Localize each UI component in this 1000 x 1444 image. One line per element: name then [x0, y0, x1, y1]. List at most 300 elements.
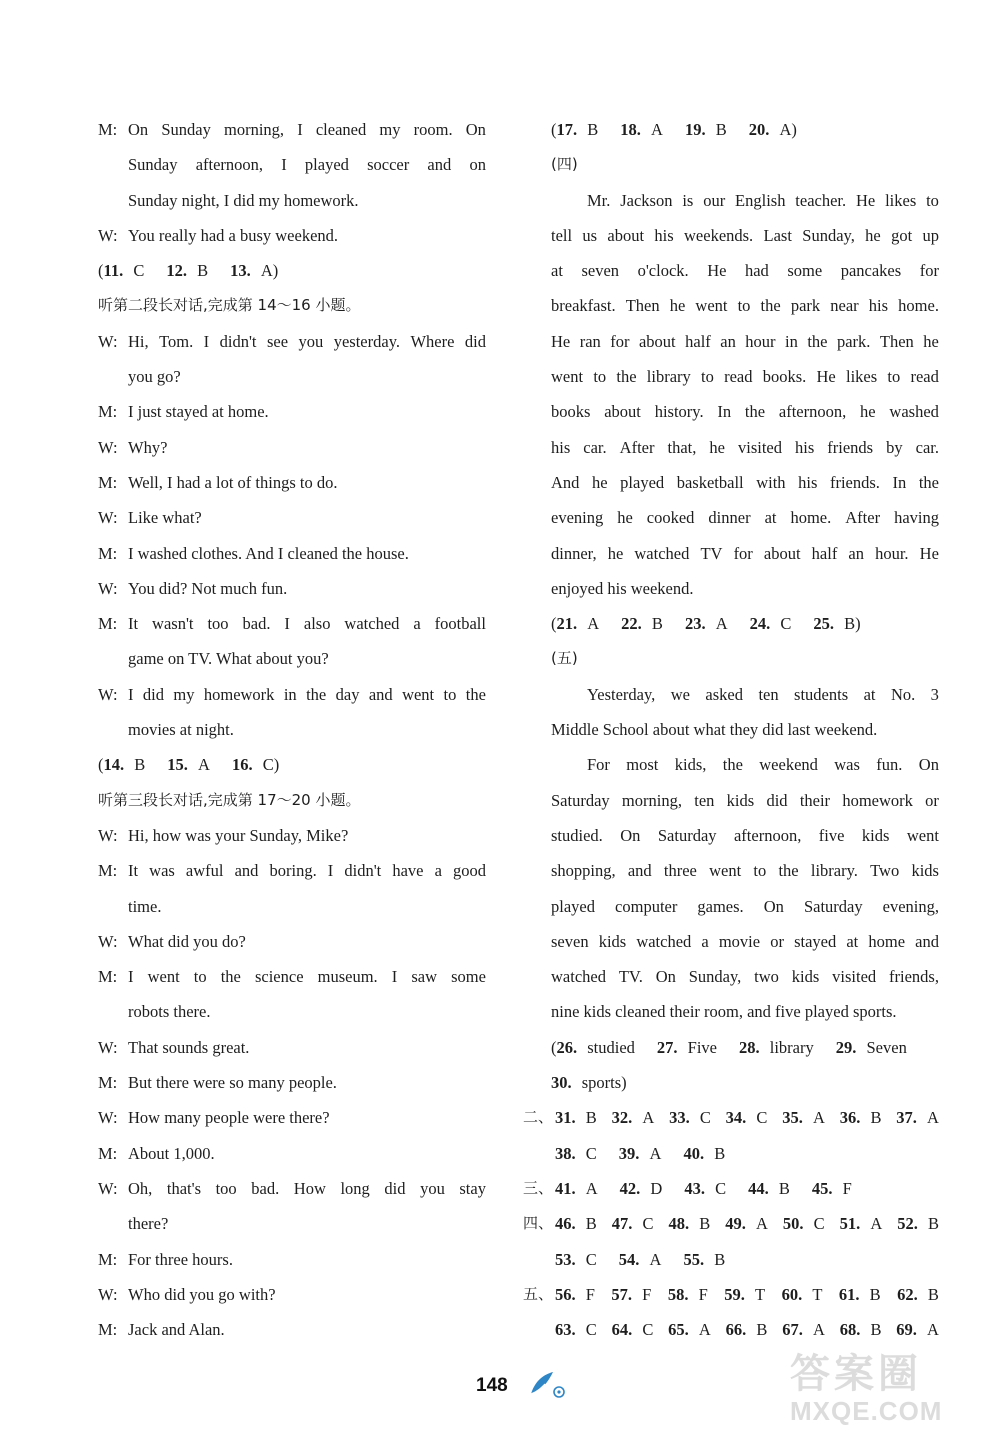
dialogue-text	[128, 959, 486, 994]
word: was	[834, 755, 860, 775]
answer-value: C	[642, 1320, 654, 1340]
paragraph-line	[551, 253, 939, 288]
word: kids	[791, 967, 820, 987]
answer-value: sports	[581, 1073, 622, 1093]
speaker-spacer	[98, 359, 128, 394]
answer-item	[619, 1136, 662, 1171]
speaker-label: W:	[98, 437, 118, 457]
word: Hi,	[128, 331, 149, 351]
answer-item	[896, 1100, 939, 1135]
word: He	[855, 190, 876, 210]
dialogue-line	[98, 1136, 486, 1171]
word: awful	[185, 861, 224, 881]
word: homework	[842, 790, 913, 810]
word: I	[297, 120, 303, 139]
word: museum.	[317, 967, 378, 987]
word: I	[281, 155, 287, 175]
word: morning,	[223, 120, 285, 139]
question-number: 47.	[611, 1214, 637, 1234]
answer-item	[839, 1277, 881, 1312]
answer-value: F	[585, 1284, 595, 1304]
answer-item	[897, 1206, 939, 1241]
word: How	[293, 1178, 326, 1198]
dialogue-text: Who did you go with?	[128, 1284, 276, 1304]
word: watched	[551, 967, 606, 987]
word: about	[638, 331, 676, 351]
question-number: 49.	[725, 1214, 750, 1234]
word: to	[926, 190, 939, 210]
word: went	[402, 684, 435, 704]
dialogue-text: Sunday night, I did my homework.	[128, 190, 359, 210]
word: And	[551, 472, 580, 492]
question-number: 29.	[835, 1037, 861, 1057]
word: He	[551, 331, 571, 351]
answer-value: C	[262, 755, 274, 775]
question-number: 69.	[896, 1320, 922, 1340]
speaker-label: W:	[98, 578, 118, 598]
word: on	[469, 155, 486, 175]
leaf-logo-icon	[527, 1370, 569, 1400]
dialogue-text: You really had a busy weekend.	[128, 225, 339, 245]
question-number: 20.	[748, 120, 774, 139]
question-number: 41.	[555, 1178, 580, 1198]
word: hour.	[875, 543, 909, 563]
word: about	[604, 402, 641, 422]
answer-value: A	[642, 1108, 655, 1128]
answer-item	[557, 614, 600, 633]
question-number: 19.	[684, 120, 710, 139]
word: breakfast.	[551, 296, 616, 316]
word: or	[770, 931, 784, 951]
answer-value: A	[585, 1178, 598, 1198]
dialogue-text: Jack and Alan.	[128, 1320, 225, 1340]
word: some	[451, 967, 486, 987]
answer-item	[836, 1038, 907, 1057]
word: room.	[413, 120, 453, 139]
word: teacher.	[795, 190, 847, 210]
word: the	[465, 684, 486, 704]
dialogue-line	[98, 324, 486, 359]
answer-value: B	[715, 120, 727, 139]
word: weekends.	[684, 225, 754, 245]
dialogue-text	[128, 1171, 486, 1206]
word: good	[452, 861, 486, 881]
question-number: 39.	[618, 1143, 644, 1163]
paragraph-line: Middle School about what they did last weekend.	[551, 720, 878, 740]
word: near	[830, 296, 859, 316]
question-number: 48.	[668, 1214, 694, 1234]
word: at	[863, 684, 876, 704]
question-number: 53.	[555, 1249, 580, 1269]
dialogue-line	[98, 183, 486, 218]
word: long	[340, 1178, 370, 1198]
word: afternoon,	[195, 155, 264, 175]
word: likes	[885, 190, 917, 210]
answer-value: B	[844, 614, 856, 634]
word: visited	[832, 967, 877, 987]
answer-value: B	[585, 1214, 597, 1234]
dialogue-line	[98, 536, 486, 571]
question-number: 43.	[684, 1178, 710, 1198]
word: I	[327, 861, 334, 881]
word: park	[790, 296, 821, 316]
answer-item	[783, 1206, 825, 1241]
answer-item	[782, 1100, 825, 1135]
word: Sunday	[128, 155, 178, 175]
question-number: 16.	[231, 755, 257, 775]
speaker-spacer	[98, 147, 128, 182]
dialogue-text: movies at night.	[128, 720, 234, 740]
section-spacer	[523, 1242, 555, 1277]
answer-item	[750, 614, 792, 633]
word: the	[616, 367, 637, 387]
paren-open: (	[98, 261, 104, 281]
answer-value: A	[927, 1108, 939, 1128]
dialogue-text: I washed clothes. And I cleaned the house.	[128, 543, 409, 563]
question-number: 37.	[896, 1108, 922, 1128]
word: half	[685, 331, 711, 351]
word: cleaned	[315, 120, 367, 139]
answer-value: B	[714, 1143, 726, 1163]
answer-item	[621, 614, 663, 633]
dialogue-text: time.	[128, 896, 162, 916]
word: After	[619, 437, 655, 457]
dialogue-line	[98, 606, 486, 641]
word: Two	[870, 861, 900, 881]
answer-row-26-29	[551, 1030, 939, 1065]
answer-value: A	[651, 120, 663, 139]
word: car.	[583, 437, 607, 457]
word: soccer	[367, 155, 410, 175]
word: On	[465, 120, 486, 139]
answer-item	[685, 614, 728, 633]
answer-items	[555, 1277, 939, 1312]
word: played	[551, 896, 595, 916]
word: In	[717, 402, 732, 422]
dialogue-line	[98, 889, 486, 924]
speaker-label: M:	[98, 1249, 118, 1269]
word: afternoon,	[733, 825, 802, 845]
question-number: 15.	[167, 755, 193, 775]
answer-value: C	[780, 614, 792, 634]
question-number: 68.	[839, 1320, 865, 1340]
paragraph-line	[551, 218, 939, 253]
word: studied.	[551, 825, 603, 845]
answer-item	[840, 1100, 882, 1135]
word: I	[391, 967, 398, 987]
word: having	[894, 508, 939, 528]
speaker-spacer	[98, 889, 128, 924]
answer-item	[612, 1100, 655, 1135]
dialogue-line	[98, 853, 486, 888]
word: to	[737, 296, 751, 316]
answer-item	[896, 1312, 939, 1347]
word: books.	[762, 367, 807, 387]
section-number: 五、	[523, 1284, 554, 1303]
word: to	[593, 367, 607, 387]
section-label-5: (五)	[551, 649, 578, 668]
word: football	[434, 614, 486, 634]
dialogue-line	[98, 571, 486, 606]
word: us	[582, 225, 598, 245]
right-column	[523, 112, 939, 1347]
word: the	[778, 861, 799, 881]
question-number: 64.	[611, 1320, 637, 1340]
section-label-4: (四)	[551, 155, 578, 174]
word: books	[551, 402, 591, 422]
word: dinner,	[551, 543, 597, 563]
dialogue-line	[98, 924, 486, 959]
word: 3	[930, 684, 939, 704]
dialogue-line	[98, 147, 486, 182]
answer-item	[668, 1312, 711, 1347]
word: an	[848, 543, 864, 563]
answer-value: C	[715, 1178, 727, 1198]
answer-value: C	[133, 261, 145, 281]
answer-value: A	[779, 120, 792, 139]
word: he	[592, 472, 608, 492]
word: Sunday	[161, 120, 211, 139]
word: went	[906, 825, 939, 845]
word: Saturday	[657, 825, 717, 845]
paragraph-line	[551, 677, 939, 712]
word: Mr.	[587, 190, 611, 210]
speaker-spacer	[98, 1206, 128, 1241]
answer-value: C	[699, 1108, 711, 1128]
word: Sunday,	[802, 225, 855, 245]
answer-item	[748, 1171, 790, 1206]
speaker-label: M:	[98, 1320, 118, 1340]
word: English	[735, 190, 786, 210]
answer-item	[232, 755, 274, 774]
word: Yesterday,	[587, 684, 656, 704]
word: Where	[410, 331, 455, 351]
question-number: 14.	[103, 755, 129, 775]
word: kids	[598, 931, 627, 951]
answer-value: A	[755, 1214, 768, 1234]
speaker-label: W:	[98, 931, 118, 951]
watermark	[790, 1352, 990, 1432]
word: his	[868, 296, 889, 316]
word: have	[392, 861, 424, 881]
word: the	[744, 402, 766, 422]
question-number: 25.	[813, 614, 839, 634]
speaker-label: M:	[98, 402, 118, 422]
answer-item	[813, 614, 855, 633]
word: tell	[551, 225, 573, 245]
word: car.	[915, 437, 939, 457]
question-number: 54.	[618, 1249, 644, 1269]
word: our	[703, 190, 726, 210]
section-number: 四、	[523, 1214, 554, 1233]
word: science	[254, 967, 304, 987]
answer-value: B	[869, 1284, 881, 1304]
question-number: 31.	[555, 1108, 580, 1128]
speaker-label: W:	[98, 331, 118, 351]
word: He	[919, 543, 939, 563]
dialogue-text: game on TV. What about you?	[128, 649, 329, 669]
question-number: 58.	[667, 1284, 693, 1304]
word: did	[464, 331, 486, 351]
question-number: 26.	[556, 1037, 582, 1057]
word: boring.	[269, 861, 317, 881]
question-number: 66.	[725, 1320, 751, 1340]
word: was	[149, 861, 175, 881]
dialogue-text	[128, 677, 486, 712]
answer-value: A	[927, 1320, 939, 1340]
answer-row-21-25	[551, 606, 939, 641]
word: friends	[827, 437, 874, 457]
word: Oh,	[128, 1178, 153, 1198]
word: watched	[634, 543, 690, 563]
word: his	[798, 472, 818, 492]
answer-row-11-13	[98, 253, 486, 288]
word: didn't	[344, 861, 382, 881]
dialogue-text: robots there.	[128, 1002, 211, 1022]
answer-value: C	[585, 1320, 597, 1340]
speaker-label: W:	[98, 225, 118, 245]
word: see	[266, 331, 289, 351]
word: He	[707, 261, 727, 281]
word: an	[720, 331, 736, 351]
speaker-label: M:	[98, 861, 118, 881]
word: he	[865, 225, 881, 245]
word: On	[918, 755, 939, 775]
question-number: 42.	[619, 1178, 645, 1198]
answer-items	[555, 1100, 939, 1135]
dialogue-line	[98, 1100, 486, 1135]
word: about	[607, 225, 645, 245]
answer-value: B	[197, 261, 209, 281]
answer-section-row	[523, 1171, 939, 1206]
word: No.	[890, 684, 916, 704]
answer-item	[557, 1038, 635, 1057]
dialogue-text: Why?	[128, 437, 168, 457]
dialogue-text: What did you do?	[128, 931, 246, 951]
answer-value: A	[715, 614, 728, 634]
word: library.	[810, 861, 858, 881]
word: In	[892, 472, 907, 492]
word: that,	[667, 437, 697, 457]
speaker-spacer	[98, 641, 128, 676]
question-number: 33.	[669, 1108, 694, 1128]
word: to	[887, 367, 901, 387]
word: some	[787, 261, 823, 281]
answer-value: T	[755, 1284, 766, 1304]
answer-value: B	[587, 120, 599, 139]
word: Then	[625, 296, 660, 316]
dialogue-text: You did? Not much fun.	[128, 578, 288, 598]
section-number: 二、	[523, 1108, 554, 1127]
paragraph-line	[551, 924, 939, 959]
paragraph-line	[551, 359, 939, 394]
paragraph-line	[551, 324, 939, 359]
word: visited	[737, 437, 782, 457]
word: did	[766, 790, 788, 810]
word: he	[607, 543, 624, 563]
word: He	[816, 367, 836, 387]
speaker-label: M:	[98, 472, 118, 492]
speaker-label: M:	[98, 120, 118, 139]
question-number: 36.	[839, 1108, 865, 1128]
paren-close: )	[855, 614, 861, 634]
paragraph-line	[551, 183, 939, 218]
word: history.	[654, 402, 704, 422]
word: morning,	[621, 790, 682, 810]
word: did	[384, 1178, 406, 1198]
answer-section-row	[551, 1312, 939, 1347]
word: On	[763, 896, 784, 916]
section-number: 三、	[523, 1178, 554, 1197]
question-number: 22.	[621, 614, 646, 634]
answer-item	[619, 1242, 662, 1277]
answer-value: B	[756, 1320, 768, 1340]
question-number: 56.	[555, 1284, 580, 1304]
answer-value: A	[870, 1214, 883, 1234]
word: computer	[615, 896, 678, 916]
word: On	[128, 120, 149, 139]
dialogue-text: Hi, how was your Sunday, Mike?	[128, 825, 349, 845]
word: about	[763, 543, 801, 563]
dialogue-line	[98, 641, 486, 676]
dialogue-line	[98, 1312, 486, 1347]
paragraph-line	[551, 465, 939, 500]
dialogue-text	[128, 324, 486, 359]
left-column	[98, 112, 486, 1347]
word: Sunday,	[688, 967, 742, 987]
answer-item	[724, 1277, 765, 1312]
dialogue-line	[98, 677, 486, 712]
question-number: 28.	[739, 1037, 764, 1057]
word: went	[551, 367, 584, 387]
question-number: 32.	[611, 1108, 637, 1128]
answer-item	[668, 1206, 710, 1241]
dialogue-line	[98, 1065, 486, 1100]
word: at	[764, 508, 777, 528]
word: ten	[758, 684, 779, 704]
speaker-label: W:	[98, 1108, 118, 1128]
question-number: 44.	[748, 1178, 773, 1198]
word: evening,	[882, 896, 939, 916]
word: and	[427, 155, 452, 175]
answer-item	[683, 1242, 725, 1277]
answer-value: C	[813, 1214, 825, 1234]
word: did	[142, 684, 164, 704]
word: library	[646, 367, 691, 387]
answer-items	[555, 1312, 939, 1347]
word: watched	[344, 614, 400, 634]
word: his	[795, 437, 815, 457]
question-number: 40.	[683, 1143, 709, 1163]
answer-item	[104, 755, 146, 774]
word: he	[709, 437, 725, 457]
paren-close: )	[791, 120, 797, 139]
dialogue-line	[98, 465, 486, 500]
paragraph-line	[551, 959, 939, 994]
answer-value: F	[698, 1284, 708, 1304]
word: for	[610, 331, 630, 351]
word: kids	[911, 861, 939, 881]
word: After	[845, 508, 881, 528]
dialogue-text: About 1,000.	[128, 1143, 215, 1163]
dialogue-text: you go?	[128, 367, 181, 387]
answer-value: C	[585, 1249, 597, 1269]
answer-section-row	[551, 1136, 939, 1171]
paragraph-line: enjoyed his weekend.	[551, 578, 694, 598]
answer-item	[555, 1136, 597, 1171]
answer-value: B	[870, 1108, 882, 1128]
question-number: 35.	[782, 1108, 807, 1128]
